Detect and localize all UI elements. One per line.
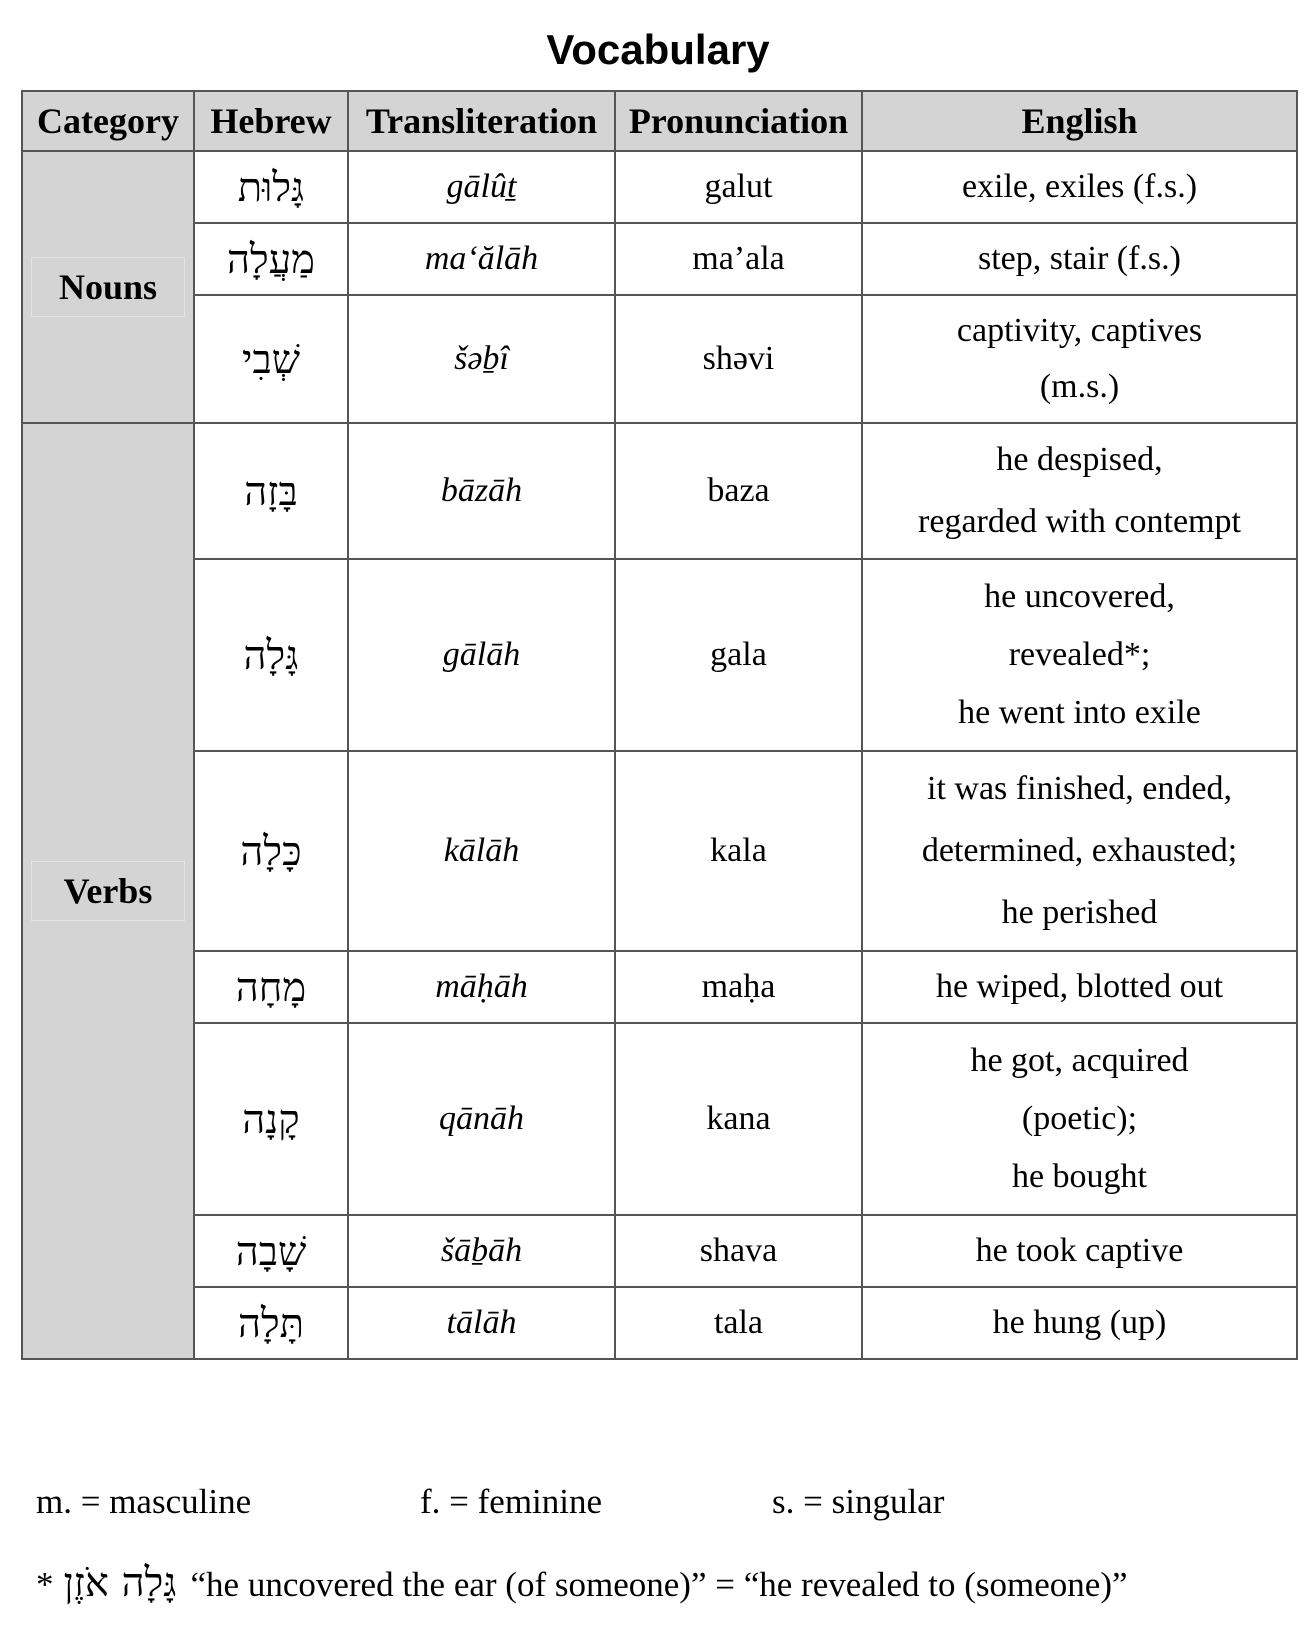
column-header-transliteration: Transliteration <box>348 91 615 151</box>
english-cell <box>862 1023 1297 1215</box>
english-line: captivity, captives <box>956 312 1203 349</box>
pronunciation-cell: shəvi <box>615 295 862 423</box>
english-cell <box>862 559 1297 751</box>
table-row <box>22 1287 1297 1359</box>
footnote-text: “he uncovered the ear (of someone)” = “he revealed to (someone)” <box>190 1565 1128 1604</box>
transliteration-cell: māḥāh <box>348 951 615 1023</box>
footnote-marker: * <box>36 1565 54 1604</box>
legend-masculine: m. = masculine <box>36 1482 252 1521</box>
english-line: revealed*; <box>1008 636 1151 673</box>
english-cell <box>862 151 1297 223</box>
page-title: Vocabulary <box>546 26 770 73</box>
hebrew-cell: מָחָה <box>194 951 348 1023</box>
table-row <box>22 1215 1297 1287</box>
transliteration-cell: bāzāh <box>348 423 615 559</box>
english-line: determined, exhausted; <box>921 832 1238 869</box>
pronunciation-cell: maḥa <box>615 951 862 1023</box>
english-line: (m.s.) <box>1039 368 1120 405</box>
table-row <box>22 423 1297 559</box>
table-row <box>22 151 1297 223</box>
transliteration-cell: qānāh <box>348 1023 615 1215</box>
english-line: he bought <box>1011 1158 1148 1195</box>
hebrew-cell: גָּלוּת <box>194 151 348 223</box>
english-line: exile, exiles (f.s.) <box>961 168 1198 205</box>
hebrew-cell: בָּזָה <box>194 423 348 559</box>
english-line: he hung (up) <box>992 1304 1167 1341</box>
category-cell-verbs <box>22 423 194 1359</box>
vocabulary-table <box>21 90 1298 1360</box>
english-line: he took captive <box>975 1232 1184 1269</box>
column-header-hebrew: Hebrew <box>194 91 348 151</box>
transliteration-cell: kālāh <box>348 751 615 951</box>
hebrew-cell: תָּלָה <box>194 1287 348 1359</box>
english-line: regarded with contempt <box>918 503 1241 540</box>
legend-singular: s. = singular <box>772 1482 945 1521</box>
english-cell <box>862 1287 1297 1359</box>
hebrew-cell: גָּלָה <box>194 559 348 751</box>
english-line: he despised, <box>996 441 1163 478</box>
hebrew-cell: מַעֲלָה <box>194 223 348 295</box>
english-cell <box>862 1215 1297 1287</box>
transliteration-cell: gālûṯ <box>348 151 615 223</box>
english-cell <box>862 223 1297 295</box>
category-label-nouns: Nouns <box>31 257 185 317</box>
transliteration-cell: šāḇāh <box>348 1215 615 1287</box>
pronunciation-cell: kala <box>615 751 862 951</box>
english-line: it was finished, ended, <box>927 770 1232 807</box>
hebrew-cell: קָנָה <box>194 1023 348 1215</box>
table-row <box>22 1023 1297 1215</box>
hebrew-cell: כָּלָה <box>194 751 348 951</box>
hebrew-cell: שָׁבָה <box>194 1215 348 1287</box>
column-header-category: Category <box>22 91 194 151</box>
english-line: (poetic); <box>1021 1100 1138 1137</box>
english-line: he uncovered, <box>984 578 1175 615</box>
pronunciation-cell: kana <box>615 1023 862 1215</box>
column-header-pronunciation: Pronunciation <box>615 91 862 151</box>
table-row <box>22 951 1297 1023</box>
legend-feminine: f. = feminine <box>420 1482 603 1521</box>
english-cell <box>862 951 1297 1023</box>
pronunciation-cell: shava <box>615 1215 862 1287</box>
english-line: he perished <box>1001 894 1158 931</box>
table-header-row <box>22 91 1297 151</box>
transliteration-cell: gālāh <box>348 559 615 751</box>
english-line: he went into exile <box>958 694 1201 731</box>
english-line: step, stair (f.s.) <box>977 240 1181 277</box>
transliteration-cell: šəḇî <box>348 295 615 423</box>
transliteration-cell: ma‘ălāh <box>348 223 615 295</box>
pronunciation-cell: tala <box>615 1287 862 1359</box>
pronunciation-cell: baza <box>615 423 862 559</box>
footnote <box>36 1558 1128 1610</box>
transliteration-cell: tālāh <box>348 1287 615 1359</box>
category-cell-nouns <box>22 151 194 423</box>
category-label-verbs: Verbs <box>31 861 185 921</box>
footnote-hebrew-phrase: גָּלָה אֹזֶן <box>63 1560 177 1606</box>
table-row <box>22 295 1297 423</box>
pronunciation-cell: ma’ala <box>615 223 862 295</box>
table-row <box>22 559 1297 751</box>
english-cell <box>862 751 1297 951</box>
english-line: he wiped, blotted out <box>935 968 1224 1005</box>
hebrew-cell: שְׁבִי <box>194 295 348 423</box>
pronunciation-cell: galut <box>615 151 862 223</box>
table-row <box>22 223 1297 295</box>
english-line: he got, acquired <box>970 1042 1189 1079</box>
table-row <box>22 751 1297 951</box>
pronunciation-cell: gala <box>615 559 862 751</box>
english-cell <box>862 295 1297 423</box>
column-header-english: English <box>862 91 1297 151</box>
english-cell <box>862 423 1297 559</box>
